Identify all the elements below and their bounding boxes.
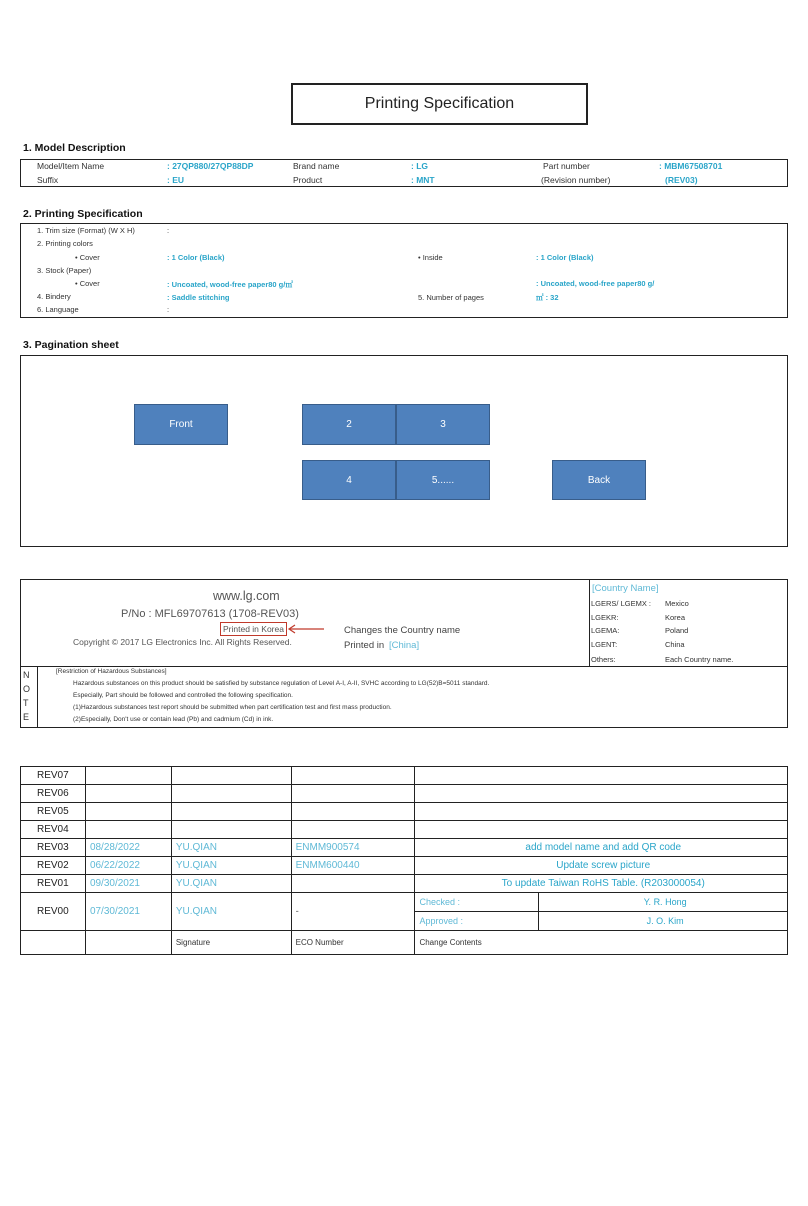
rev-change: add model name and add QR code — [415, 839, 788, 857]
page-2: 2 — [302, 404, 396, 445]
checked-label: Checked : — [415, 893, 539, 912]
country-code-4: Others: — [591, 655, 616, 664]
rev-eco: ENMM900574 — [291, 839, 415, 857]
table-row — [21, 821, 788, 839]
trim-size-label: 1. Trim size (Format) (W X H) — [37, 226, 135, 235]
rev-cell: REV03 — [21, 839, 86, 857]
note-line-4: (2)Especially, Don't use or contain lead (Pb) and cadmium (Cd) in ink. — [73, 716, 274, 723]
table-row — [21, 893, 788, 912]
stock-inside-value: : Uncoated, wood-free paper80 g/ — [536, 279, 655, 288]
approved-value: J. O. Kim — [539, 912, 788, 931]
rev-eco: - — [291, 893, 415, 931]
part-number-value: : MBM67508701 — [659, 161, 723, 171]
language-value: : — [167, 305, 170, 314]
trim-size-value: : — [167, 226, 170, 235]
page-front: Front — [134, 404, 228, 445]
brand-label: Brand name — [293, 161, 340, 171]
rev-cell: REV02 — [21, 857, 86, 875]
country-divider — [589, 580, 590, 666]
section-pagination-heading: 3. Pagination sheet — [23, 339, 119, 351]
rev-change: To update Taiwan RoHS Table. (R203000054) — [415, 875, 788, 893]
country-code-3: LGENT: — [591, 640, 618, 649]
rev-change: Update screw picture — [415, 857, 788, 875]
printing-colors-label: 2. Printing colors — [37, 239, 93, 248]
note-line-3: (1)Hazardous substances test report should be submitted when part certification test and first mass production. — [73, 704, 392, 711]
country-name-header: [Country Name] — [592, 583, 659, 594]
rev-date: 06/22/2022 — [85, 857, 171, 875]
checked-value: Y. R. Hong — [539, 893, 788, 912]
table-row — [21, 803, 788, 821]
country-code-2: LGEMA: — [591, 626, 620, 635]
red-arrow-icon — [286, 624, 326, 634]
section-printing-heading: 2. Printing Specification — [23, 208, 143, 220]
item-name-value: : 27QP880/27QP88DP — [167, 161, 254, 171]
footer-signature: Signature — [171, 931, 291, 955]
pagination-sheet-box — [20, 355, 788, 547]
revision-table — [20, 766, 788, 955]
pages-label: 5. Number of pages — [418, 293, 484, 302]
note-letter-t: T — [23, 698, 29, 708]
note-letter-e: E — [23, 712, 30, 722]
footer-change: Change Contents — [415, 931, 788, 955]
bindery-value: : Saddle stitching — [167, 293, 230, 302]
printed-in-korea-box: Printed in Korea — [220, 622, 287, 636]
page-title-text: Printing Specification — [364, 95, 515, 112]
rev-cell: REV01 — [21, 875, 86, 893]
stock-label: 3. Stock (Paper) — [37, 266, 92, 275]
country-code-0: LGERS/ LGEMX : — [591, 599, 652, 608]
revision-label: (Revision number) — [541, 175, 611, 185]
note-letter-divider — [37, 667, 38, 728]
rev-date: 08/28/2022 — [85, 839, 171, 857]
footer-eco: ECO Number — [291, 931, 415, 955]
rev-cell: REV00 — [21, 893, 86, 931]
language-label: 6. Language — [37, 305, 79, 314]
rev-eco — [291, 875, 415, 893]
product-value: : MNT — [411, 175, 435, 185]
page-5: 5...... — [396, 460, 490, 500]
rev-signature: YU.QIAN — [171, 857, 291, 875]
rev-cell: REV04 — [21, 821, 86, 839]
printed-in-text: Printed in — [344, 640, 385, 651]
table-row — [21, 931, 788, 955]
rev-cell: REV06 — [21, 785, 86, 803]
inside-color-value: : 1 Color (Black) — [536, 253, 594, 262]
rev-signature: YU.QIAN — [171, 839, 291, 857]
bindery-label: 4. Bindery — [37, 292, 71, 301]
table-row — [21, 839, 788, 857]
table-row — [21, 785, 788, 803]
china-text: [China] — [389, 640, 420, 651]
country-name-4: Each Country name. — [665, 655, 734, 664]
brand-value: : LG — [411, 161, 428, 171]
rev-cell: REV07 — [21, 767, 86, 785]
label-copyright: Copyright © 2017 LG Electronics Inc. All Rights Reserved. — [73, 637, 292, 647]
note-line-1: Hazardous substances on this product should be satisfied by substance regulation of Level A-I, A-II, SVHC according to LG(52)B=5011 standard. — [73, 680, 490, 687]
suffix-value: : EU — [167, 175, 184, 185]
pages-value: ㎡ : 32 — [536, 293, 559, 302]
label-part-number: P/No : MFL69707613 (1708-REV03) — [121, 608, 299, 620]
country-code-1: LGEKR: — [591, 613, 619, 622]
stock-cover-label: • Cover — [75, 279, 100, 288]
note-letter-n: N — [23, 670, 30, 680]
page-3: 3 — [396, 404, 490, 445]
product-label: Product — [293, 175, 323, 185]
item-name-label: Model/Item Name — [37, 161, 105, 171]
page-title — [291, 83, 588, 125]
note-header: [Restriction of Hazardous Substances] — [56, 668, 167, 675]
page-back: Back — [552, 460, 646, 500]
table-row — [21, 857, 788, 875]
revision-value: (REV03) — [665, 175, 698, 185]
country-name-2: Poland — [665, 626, 689, 635]
table-row — [21, 875, 788, 893]
rev-date: 07/30/2021 — [85, 893, 171, 931]
rev-signature: YU.QIAN — [171, 893, 291, 931]
inside-color-label: • Inside — [418, 253, 443, 262]
label-url: www.lg.com — [213, 589, 280, 603]
rev-date: 09/30/2021 — [85, 875, 171, 893]
rev-signature: YU.QIAN — [171, 875, 291, 893]
country-name-1: Korea — [665, 613, 686, 622]
approved-label: Approved : — [415, 912, 539, 931]
cover-color-label: • Cover — [75, 253, 100, 262]
rev-eco: ENMM600440 — [291, 857, 415, 875]
section-model-heading: 1. Model Description — [23, 142, 126, 154]
rev-cell: REV05 — [21, 803, 86, 821]
suffix-label: Suffix — [37, 175, 59, 185]
part-number-label: Part number — [543, 161, 590, 171]
cover-color-value: : 1 Color (Black) — [167, 253, 225, 262]
stock-cover-value: : Uncoated, wood-free paper80 g/㎡ — [167, 280, 293, 289]
table-row — [21, 767, 788, 785]
country-name-3: China — [665, 640, 685, 649]
changes-country-text: Changes the Country name — [344, 625, 461, 636]
printing-spec-box — [20, 223, 788, 318]
country-name-0: Mexico — [665, 599, 689, 608]
note-divider — [20, 666, 788, 667]
note-letter-o: O — [23, 684, 31, 694]
note-line-2: Especially, Part should be followed and controlled the following specification. — [73, 692, 293, 699]
page-4: 4 — [302, 460, 396, 500]
